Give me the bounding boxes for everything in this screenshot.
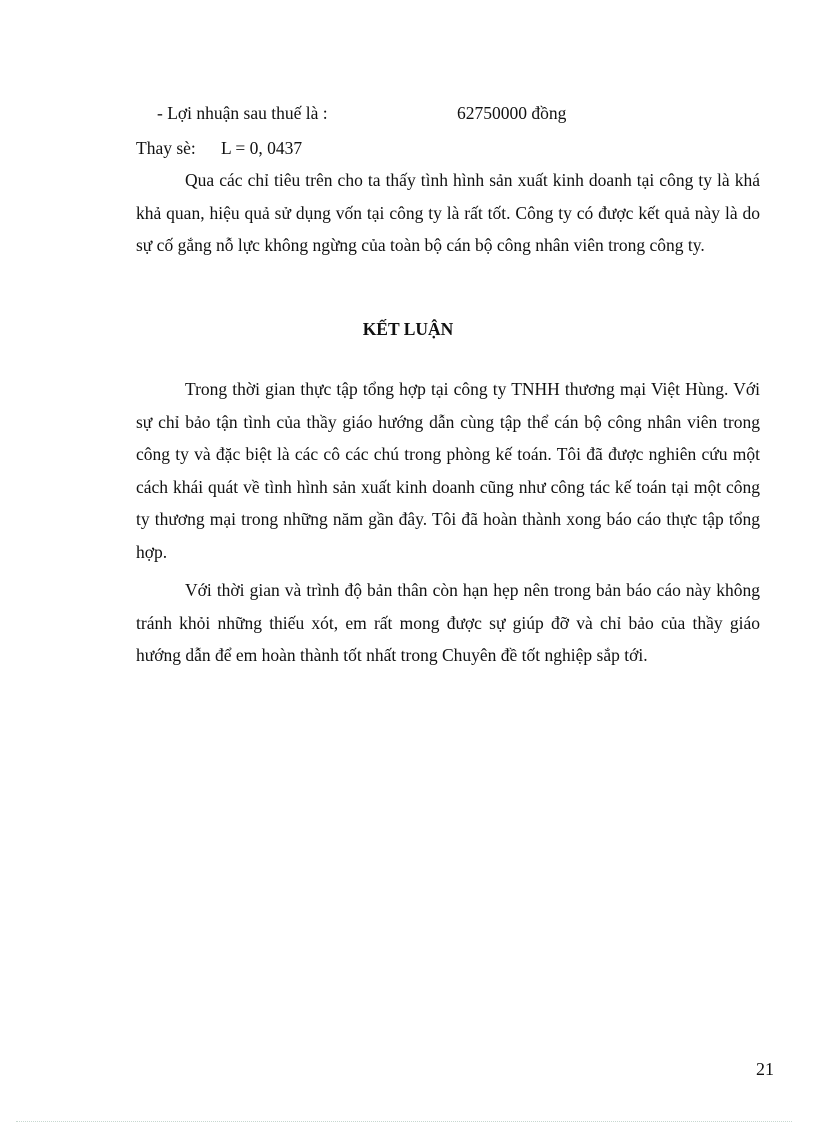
- analysis-paragraph: Qua các chỉ tiêu trên cho ta thấy tình hình sản xuất kinh doanh tại công ty là khá khả quan, hiệu quả sử dụng vốn tại công ty là rất tốt. Công ty có được kết quả này là do sự cố gắng nỗ lực không ngừng của toàn bộ cán bộ công nhân viên trong công ty.: [136, 170, 760, 256]
- substitution-label: Thay sè:: [136, 138, 196, 158]
- conclusion-paragraph-1: Trong thời gian thực tập tổng hợp tại công ty TNHH thương mại Việt Hùng. Với sự chỉ bảo tận tình của thầy giáo hướng dẫn cùng tập thể cán bộ công nhân viên trong công ty và đặc biệt là các cô các chú trong phòng kế toán. Tôi đã được nghiên cứu một cách khái quát về tình hình sản xuất kinh doanh cũng như công tác kế toán tại một công ty thương mại trong những năm gần đây. Tôi đã hoàn thành xong báo cáo thực tập tổng hợp.: [136, 379, 760, 562]
- section-heading: KẾT LUẬN: [362, 319, 454, 339]
- page-bottom-divider: [16, 1121, 792, 1122]
- page-number: 21: [756, 1059, 774, 1079]
- profit-value: 62750000 đồng: [457, 103, 567, 123]
- substitution-formula: L = 0, 0437: [221, 138, 303, 158]
- conclusion-paragraph-2: Với thời gian và trình độ bản thân còn hạn hẹp nên trong bản báo cáo này không tránh khỏi những thiếu xót, em rất mong được sự giúp đỡ và chỉ bảo của thầy giáo hướng dẫn để em hoàn thành tốt nhất trong Chuyên đề tốt nghiệp sắp tới.: [136, 580, 760, 666]
- profit-label: - Lợi nhuận sau thuế là :: [157, 103, 328, 123]
